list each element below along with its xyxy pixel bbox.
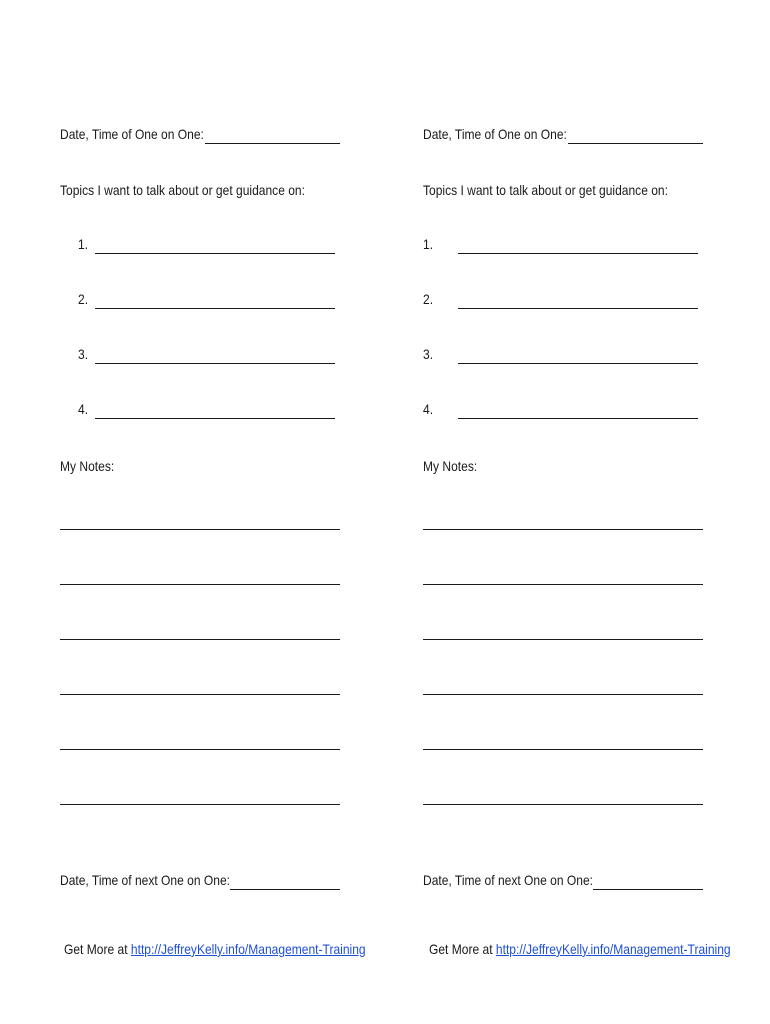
topic-blank-1[interactable]	[95, 253, 335, 254]
topic-blank-3[interactable]	[458, 363, 698, 364]
left-sheet	[60, 0, 366, 1024]
note-line-4[interactable]	[60, 694, 340, 695]
footer	[64, 941, 366, 957]
note-line-1[interactable]	[60, 529, 340, 530]
topic-number-2: 2.	[78, 291, 89, 307]
footer-link[interactable]: http://JeffreyKelly.info/Management-Training	[495, 941, 731, 957]
topic-number-3: 3.	[423, 346, 434, 362]
topic-blank-2[interactable]	[458, 308, 698, 309]
note-line-6[interactable]	[423, 804, 703, 805]
topic-blank-4[interactable]	[95, 418, 335, 419]
next-date-label: Date, Time of next One on One:	[60, 872, 230, 888]
note-line-5[interactable]	[423, 749, 703, 750]
date-time-label: Date, Time of One on One:	[60, 126, 204, 142]
note-line-5[interactable]	[60, 749, 340, 750]
note-line-4[interactable]	[423, 694, 703, 695]
topic-number-2: 2.	[423, 291, 434, 307]
date-time-blank[interactable]	[568, 143, 703, 144]
next-date-blank[interactable]	[230, 889, 340, 890]
topics-label: Topics I want to talk about or get guidance on:	[60, 182, 305, 198]
topic-blank-4[interactable]	[458, 418, 698, 419]
topic-number-4: 4.	[78, 401, 89, 417]
note-line-1[interactable]	[423, 529, 703, 530]
date-time-label: Date, Time of One on One:	[423, 126, 567, 142]
footer-prefix: Get More at	[429, 941, 493, 957]
topic-number-3: 3.	[78, 346, 89, 362]
footer-link[interactable]: http://JeffreyKelly.info/Management-Training	[130, 941, 366, 957]
next-date-blank[interactable]	[593, 889, 703, 890]
topic-number-4: 4.	[423, 401, 434, 417]
note-line-3[interactable]	[60, 639, 340, 640]
topics-label: Topics I want to talk about or get guidance on:	[423, 182, 668, 198]
topic-blank-2[interactable]	[95, 308, 335, 309]
right-sheet	[423, 0, 731, 1024]
footer	[429, 941, 731, 957]
topic-blank-1[interactable]	[458, 253, 698, 254]
topic-blank-3[interactable]	[95, 363, 335, 364]
date-time-blank[interactable]	[205, 143, 340, 144]
notes-label: My Notes:	[60, 458, 115, 474]
note-line-2[interactable]	[60, 584, 340, 585]
note-line-2[interactable]	[423, 584, 703, 585]
next-date-label: Date, Time of next One on One:	[423, 872, 593, 888]
topic-number-1: 1.	[423, 236, 434, 252]
notes-label: My Notes:	[423, 458, 478, 474]
topic-number-1: 1.	[78, 236, 89, 252]
note-line-6[interactable]	[60, 804, 340, 805]
footer-prefix: Get More at	[64, 941, 128, 957]
note-line-3[interactable]	[423, 639, 703, 640]
